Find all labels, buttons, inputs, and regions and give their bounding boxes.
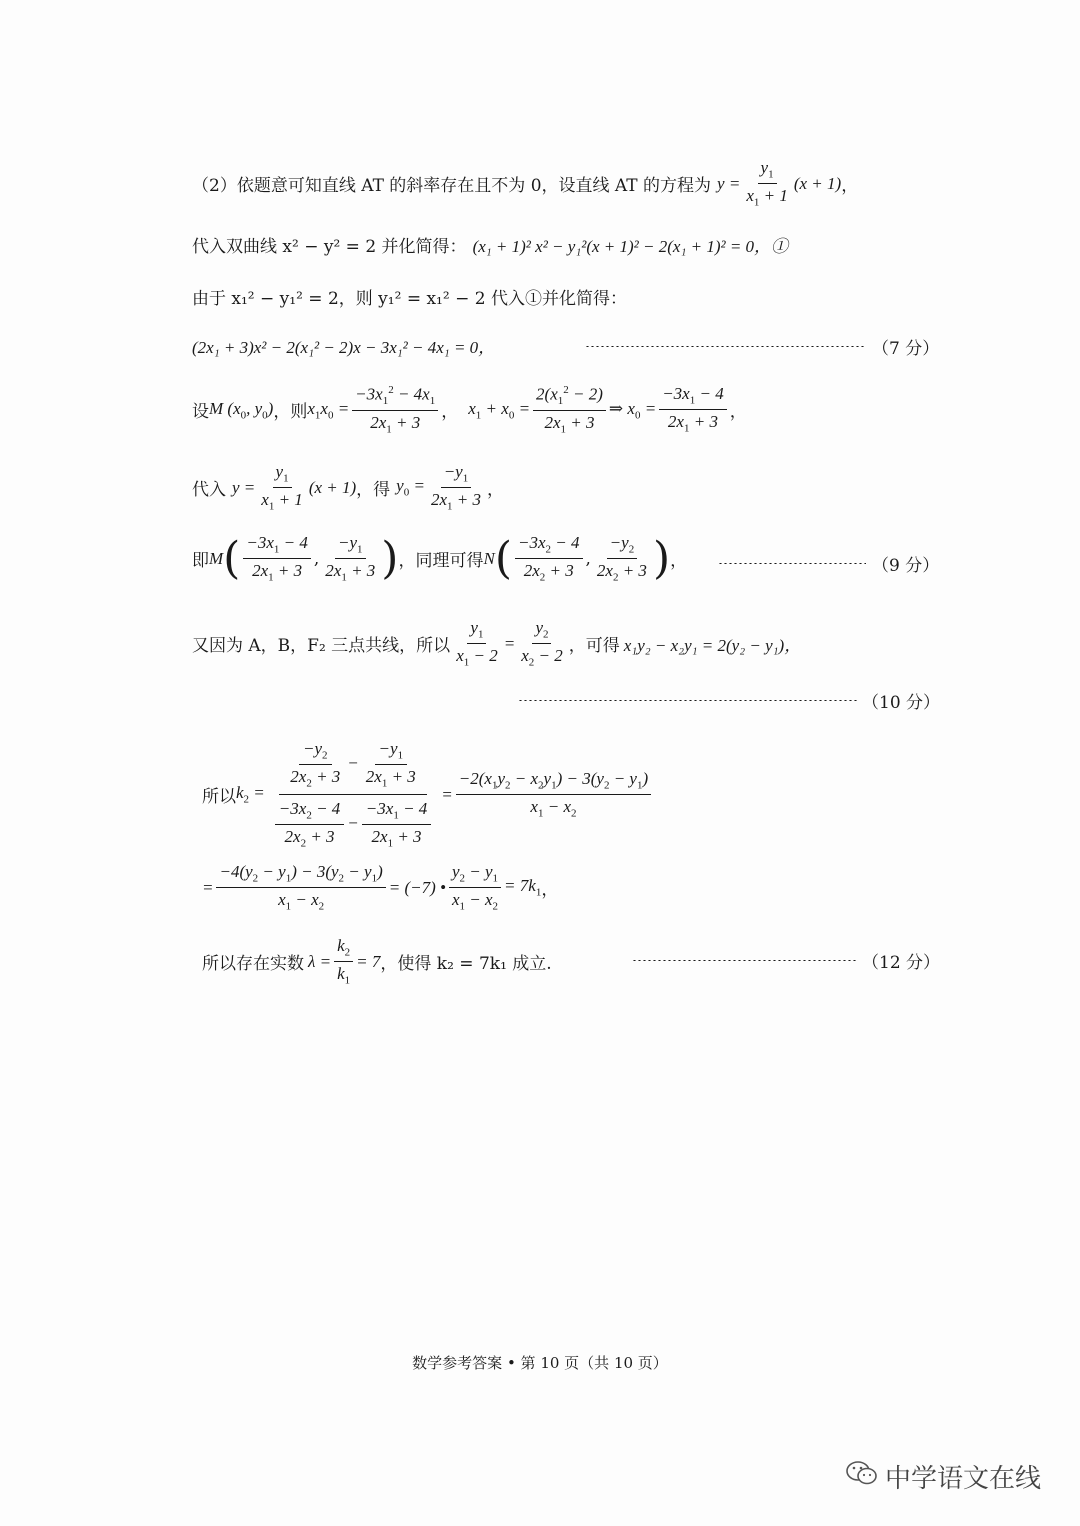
solution-line-2 <box>192 232 788 257</box>
watermark <box>845 1458 1041 1495</box>
line-11-text: 所以存在实数 <box>202 954 304 975</box>
line-6-mid: ，得 <box>356 480 391 501</box>
solution-line-10: = $\frac{-4(y_2 - y_1) - 3(y_2 - y_1)}{x_1 - x_2}$ = (−7) • $\frac{y_2 - y_1}{x_1 - x_2}$ = $7k_1$ ， <box>202 862 559 913</box>
line-2-text: 代入双曲线 x² − y² = 2 并化简得： <box>192 237 467 257</box>
solution-line-9: 所以 $k_2$ = $\frac{-y_2}{2x_2 + 3}$ − $\frac{-y_1}{2x_1 + 3}$ $\frac{-3x_2 - 4}{2x_2 + 3}$ − $\frac{-3x_1 - 4}{2x_1 + 3}$ = $\frac{-2(x_1y_2 - x_2y_1) - 3(y_2 - y_1)}{x_1 - x_2}$ <box>202 735 654 854</box>
solution-line-5: 设 M ($x_0$, $y_0$) ，则 $x_1x_0$ = $\frac{-3x_1^2 - 4x_1}{2x_1 + 3}$ ， $x_1 + x_0$ = $\frac{2(x_1^2 - 2)}{2x_1 + 3}$ ⇒ $x_0$ = $\frac{-3x_1 - 4}{2x_1 + 3}$ ， <box>192 384 747 436</box>
score-leader-dots <box>632 960 858 961</box>
line-8-text: 又因为 A，B，F₂ 三点共线，所以 <box>192 636 451 657</box>
wechat-icon <box>845 1459 879 1494</box>
page-footer: 数学参考答案 • 第 10 页（共 10 页） <box>412 1354 668 1372</box>
watermark-text: 中学语文在线 <box>885 1464 1042 1494</box>
line-6-text: 代入 <box>192 480 226 501</box>
score-10: （10 分） <box>862 693 941 713</box>
score-7: （7 分） <box>872 339 940 359</box>
line-11-end: ，使得 k₂ = 7k₁ 成立. <box>380 954 552 975</box>
score-leader-dots <box>585 346 865 347</box>
line-4-equation: (2x₁ + 3)x² − 2(x₁² − 2)x − 3x₁² − 4x₁ = 0， <box>192 338 496 357</box>
solution-line-7: 即 M ( $\frac{-3x_1 - 4}{2x_1 + 3}$ , $\frac{-y_1}{2x_1 + 3}$ ) ，同理可得 N ( $\frac{-3x_2 - 4}{2x_2 + 3}$ , $\frac{-y_2}{2x_2 + 3}$ ) ， <box>192 532 688 584</box>
solution-line-3 <box>192 284 627 309</box>
line-7-mid: ，同理可得 <box>398 551 484 572</box>
score-12: （12 分） <box>862 953 941 973</box>
solution-line-4 <box>192 333 495 358</box>
solution-line-8: 又因为 A，B，F₂ 三点共线，所以 $\frac{y_1}{x_1 - 2}$ = $\frac{y_2}{x_2 - 2}$ ，可得 x₁y₂ − x₂y₁ = 2(y₂ − y₁)， <box>192 618 802 669</box>
solution-line-1: （2）依题意可知直线 AT 的斜率存在且不为 0，设直线 AT 的方程为 y = $\frac{y_1}{x_1 + 1}$ (x + 1) ， <box>192 158 859 209</box>
line-1-text: （2）依题意可知直线 AT 的斜率存在且不为 0，设直线 AT 的方程为 <box>192 176 712 197</box>
score-leader-dots <box>518 700 858 701</box>
line-9-text: 所以 <box>202 787 236 808</box>
solution-line-11: 所以存在实数 λ = $\frac{k_2}{k_1}$ = 7 ，使得 k₂ = 7k₁ 成立. <box>202 936 552 987</box>
line-8-end: x₁y₂ − x₂y₁ = 2(y₂ − y₁)， <box>623 636 802 656</box>
line-8-mid: ，可得 <box>568 636 620 657</box>
line-5-text: 设 <box>192 402 209 423</box>
line-3-text: 由于 x₁² − y₁² = 2，则 y₁² = x₁² − 2 代入①并化简得： <box>192 289 627 309</box>
line-7-text: 即 <box>192 551 209 572</box>
score-leader-dots <box>718 563 866 564</box>
line-2-equation: (x₁ + 1)² x² − y₁²(x + 1)² − 2(x₁ + 1)² = 0，① <box>472 237 789 256</box>
score-9: （9 分） <box>872 556 940 576</box>
solution-line-6: 代入 y = $\frac{y_1}{x_1 + 1}$ (x + 1) ，得 $y_0$ = $\frac{-y_1}{2x_1 + 3}$ ， <box>192 462 504 513</box>
